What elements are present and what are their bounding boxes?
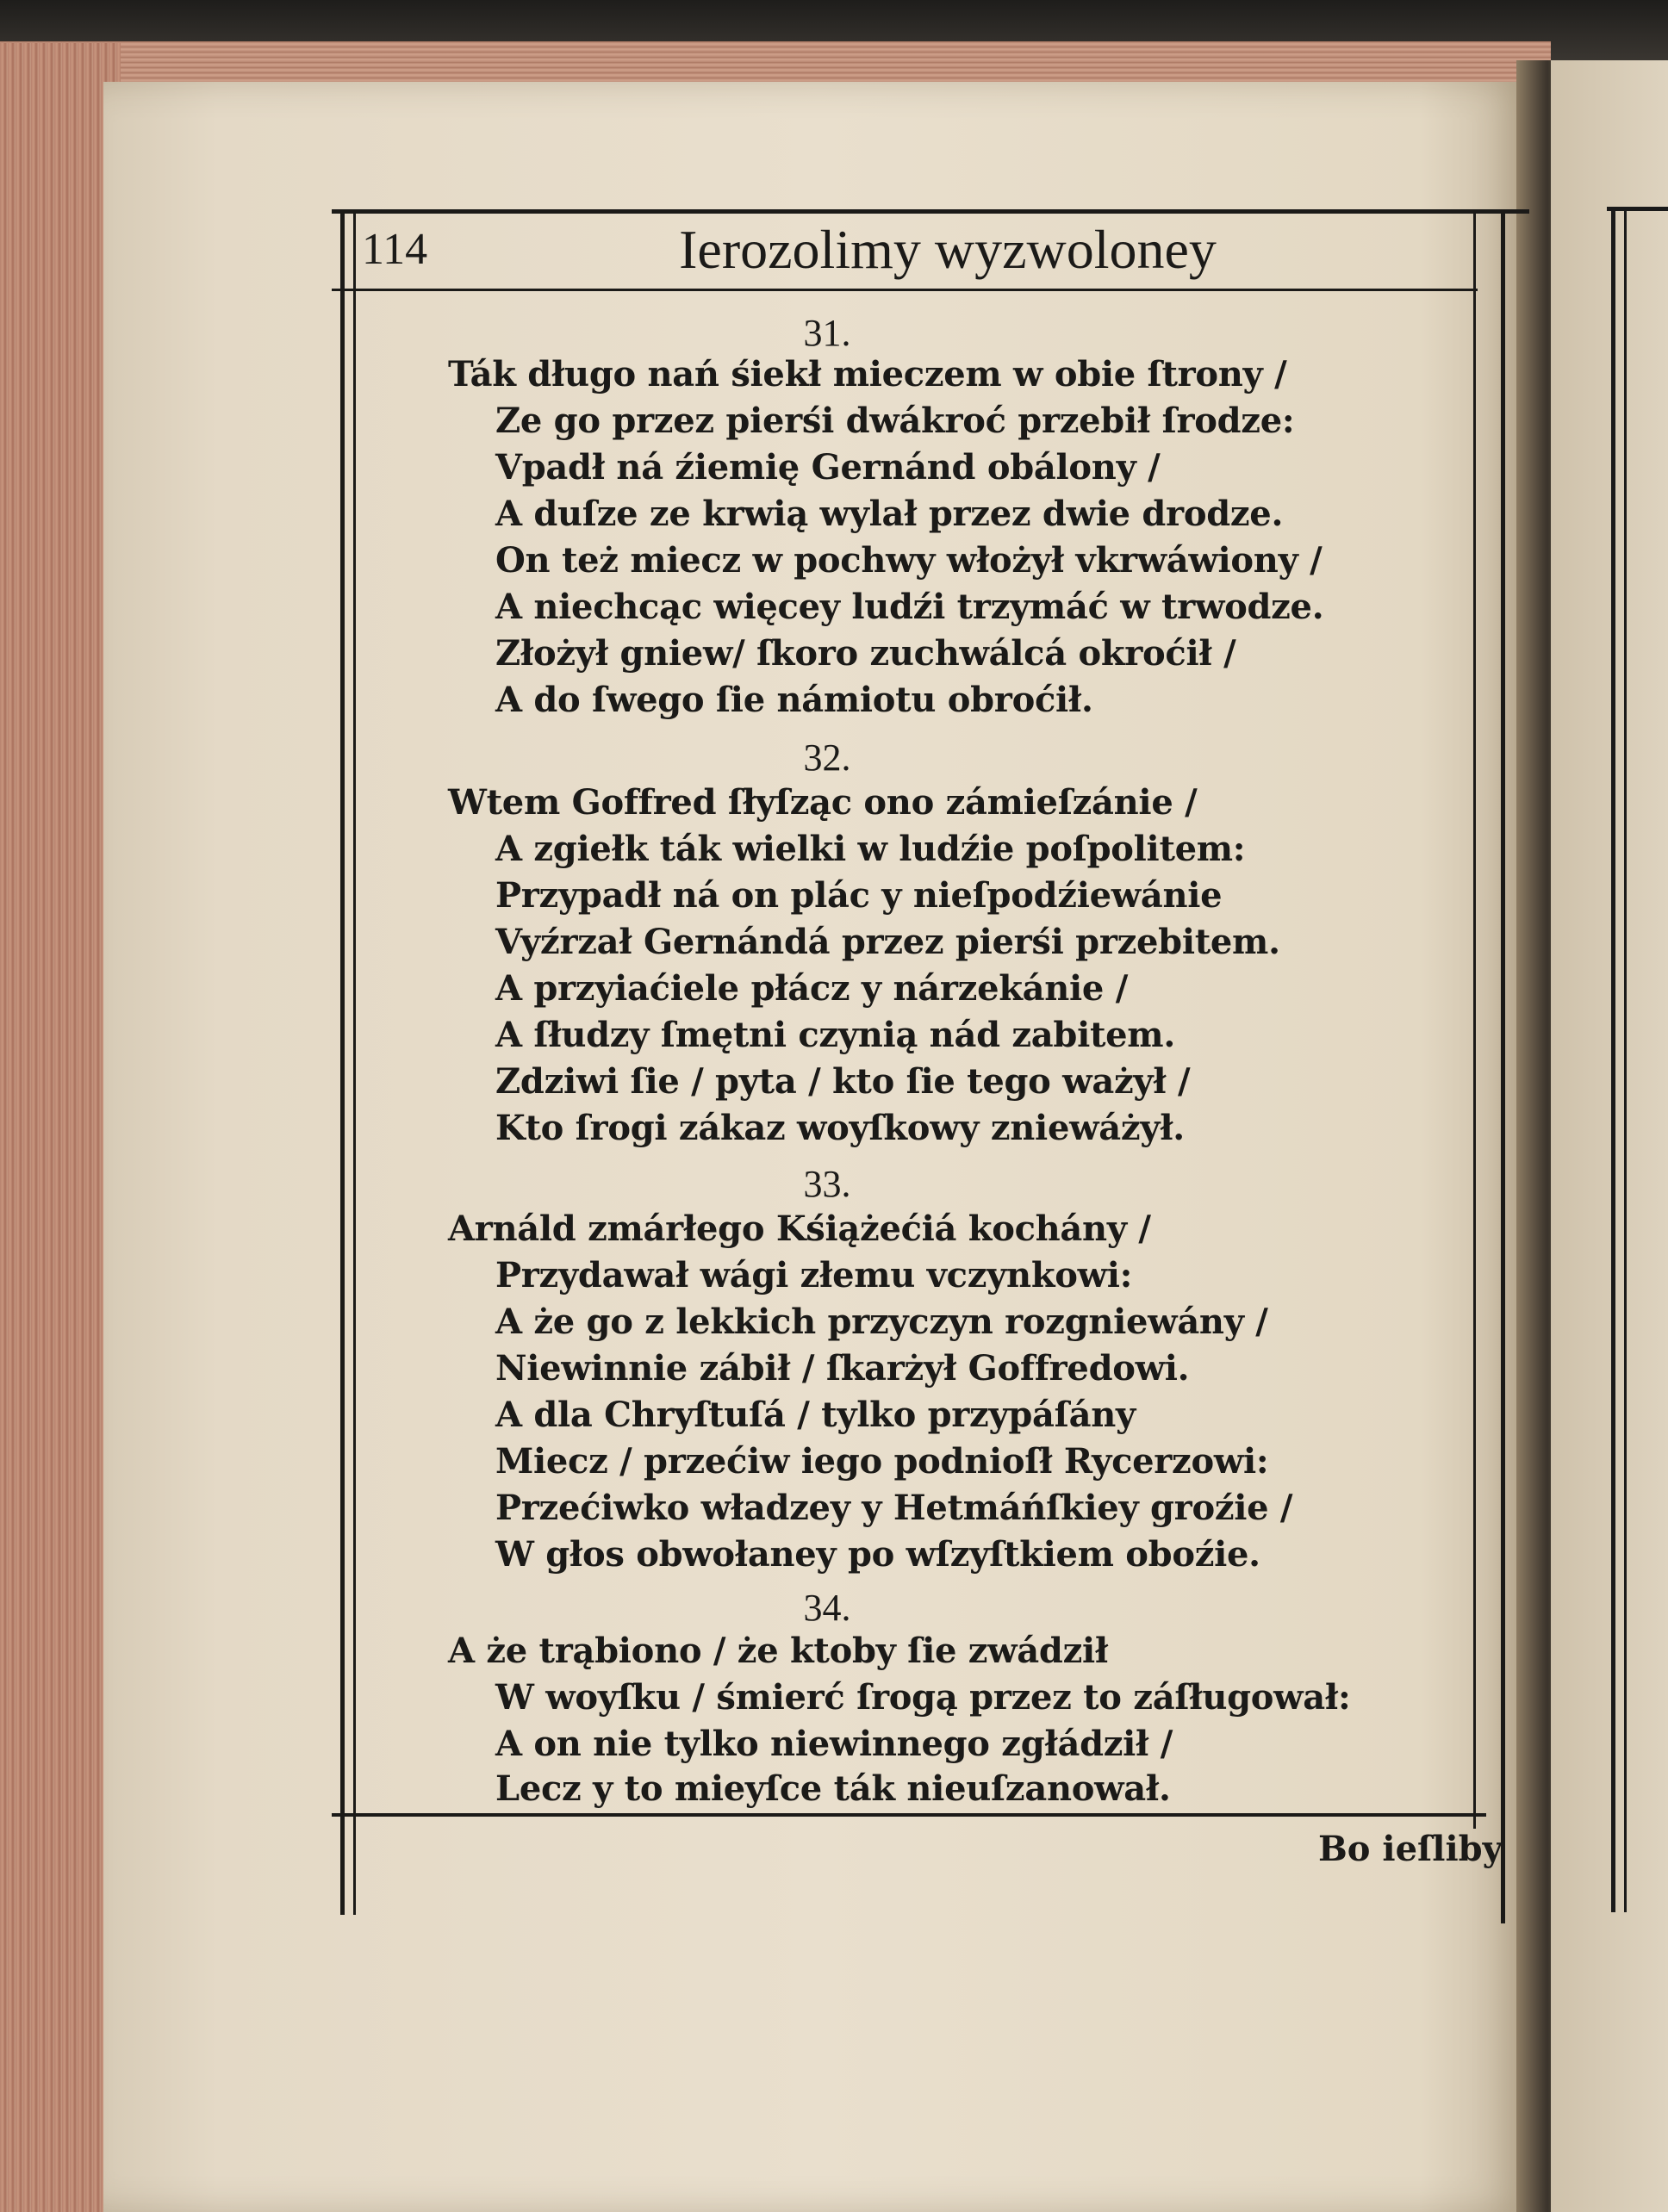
verse-line: Miecz / przećiw iego podnioſł Rycerzowi: xyxy=(495,1441,1269,1482)
stanza-number: 34. xyxy=(803,1587,851,1629)
verse-line: Zdziwi ſie / pyta / kto ſie tego ważył / xyxy=(495,1061,1191,1102)
verse-line: Arnáld zmárłego Kśiążećiá kochány / xyxy=(448,1209,1151,1249)
verse-line: Niewinnie zábił / ſkarżył Goffredowi. xyxy=(495,1348,1190,1389)
verse-line: Przydawał wági złemu vczynkowi: xyxy=(495,1255,1133,1296)
stanza-number: 33. xyxy=(803,1163,851,1205)
stanza-number: 31. xyxy=(803,312,851,354)
verse-line: A że trąbiono / że ktoby ſie zwádził xyxy=(448,1631,1108,1671)
frame-rule-under-title xyxy=(332,289,1478,291)
frame-rule-top xyxy=(332,209,1529,214)
facing-page-rule-top xyxy=(1607,207,1668,211)
verse-line: A przyiaćiele płácz y nárzekánie / xyxy=(495,968,1129,1009)
stanza-number: 32. xyxy=(803,736,851,779)
verse-line: A ſłudzy ſmętni czynią nád zabitem. xyxy=(495,1015,1175,1055)
frame-rule-left-inner xyxy=(353,209,356,1915)
verse-line: Przećiwko władzey y Hetmáńſkiey groźie / xyxy=(495,1488,1293,1528)
verse-line: On też miecz w pochwy włożył vkrwáwiony / xyxy=(495,540,1323,581)
verse-line: A że go z lekkich przyczyn rozgniewány / xyxy=(495,1302,1268,1342)
verse-line: A do ſwego ſie námiotu obroćił. xyxy=(495,680,1093,720)
page-edges-left xyxy=(0,43,121,2212)
frame-rule-bottom xyxy=(332,1813,1486,1817)
verse-line: A on nie tylko niewinnego zgłádził / xyxy=(495,1724,1173,1764)
verse-line: Kto ſrogi zákaz woyſkowy zniewáżył. xyxy=(495,1108,1185,1148)
frame-rule-right-outer xyxy=(1501,209,1505,1923)
verse-line: Vpadł ná źiemię Gernánd obálony / xyxy=(495,447,1161,488)
verse-line: Złożył gniew/ ſkoro zuchwálcá okroćił / xyxy=(495,633,1236,674)
verse-line: A zgiełk ták wielki w ludźie poſpolitem: xyxy=(495,829,1246,869)
verse-line: Lecz y to mieyſce ták nieuſzanował. xyxy=(495,1768,1171,1809)
facing-page-edge xyxy=(1551,60,1668,2212)
page-number: 114 xyxy=(362,225,428,274)
verse-line: A dla Chryſtuſá / tylko przypáſány xyxy=(495,1395,1136,1435)
verse-line: A duſze ze krwią wylał przez dwie drodze. xyxy=(495,494,1284,534)
verse-line: Vyźrzał Gernándá przez pierśi przebitem. xyxy=(495,922,1280,962)
facing-page-rule-left xyxy=(1611,207,1615,1912)
verse-line: Przypadł ná on plác y nieſpodźiewánie xyxy=(495,875,1223,916)
verse-line: W woyſku / śmierć ſrogą przez to záſługował: xyxy=(495,1677,1351,1718)
verse-line: Ze go przez pierśi dwákroć przebił ſrodze: xyxy=(495,401,1295,441)
verse-line: Ták długo nań śiekł mieczem w obie ſtrony / xyxy=(448,354,1287,395)
verse-line: Wtem Goffred ſłyſząc ono zámieſzánie / xyxy=(448,782,1198,823)
frame-rule-left-outer xyxy=(340,209,345,1915)
frame-rule-right-inner xyxy=(1473,209,1476,1829)
verse-line: W głos obwołaney po wſzyſtkiem oboźie. xyxy=(495,1534,1260,1575)
facing-page-rule-left-inner xyxy=(1624,207,1627,1912)
running-title: Ierozolimy wyzwoloney xyxy=(679,219,1217,280)
verse-line: A niechcąc więcey ludźi trzymáć w trwodze. xyxy=(495,587,1324,627)
catchword: Bo ieſliby xyxy=(1318,1829,1503,1869)
